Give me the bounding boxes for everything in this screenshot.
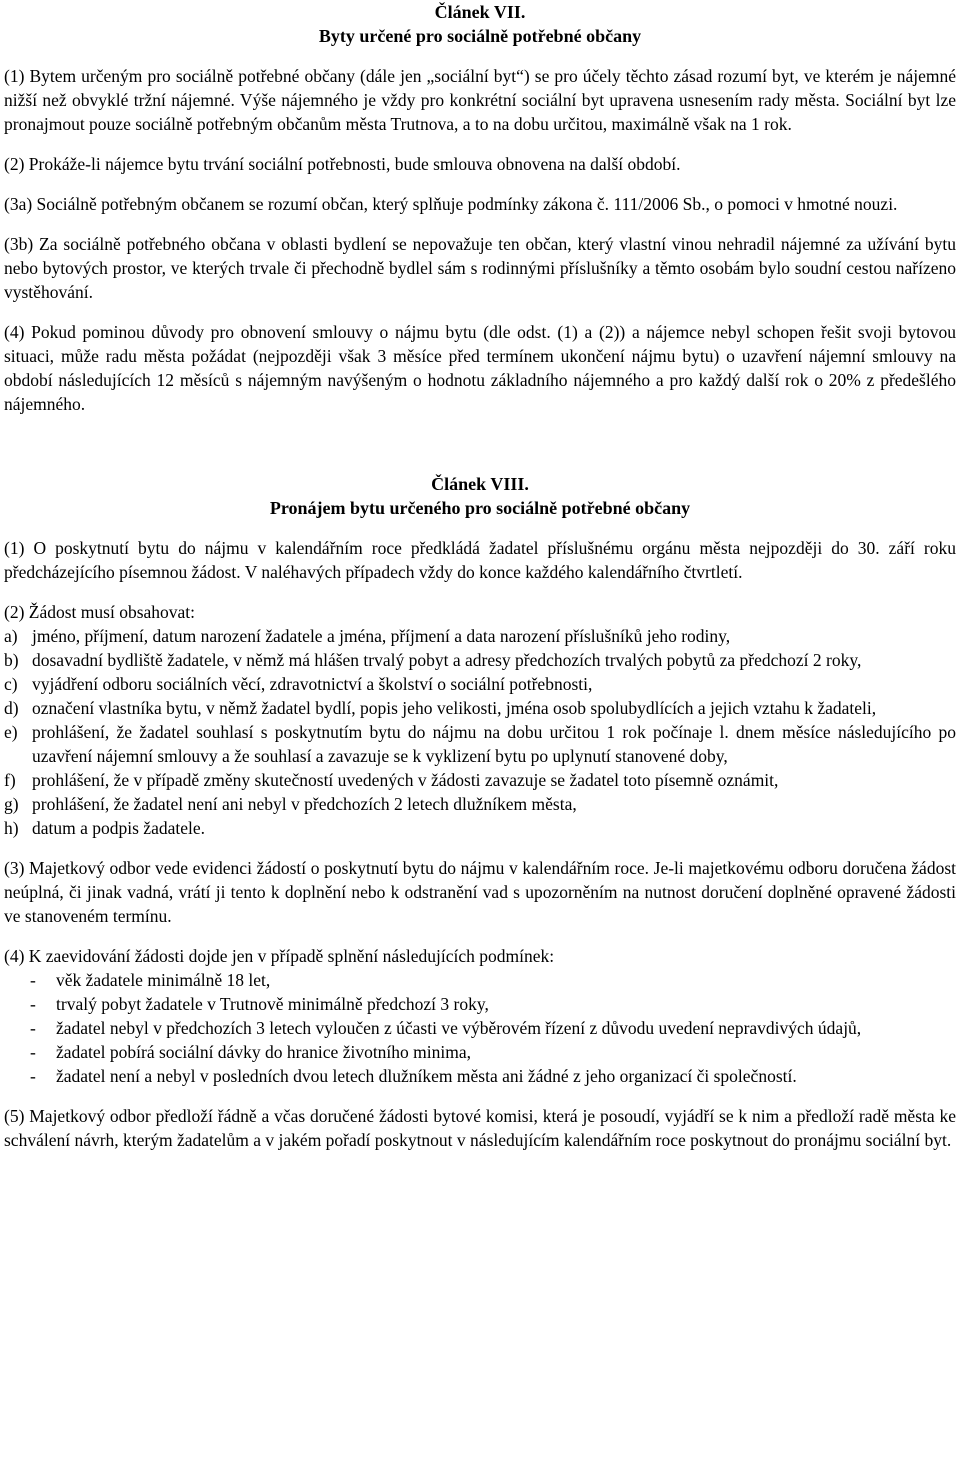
- list-item: [4, 648, 956, 672]
- list-item-text: trvalý pobyt žadatele v Trutnově minimálně předchozí 3 roky,: [56, 994, 489, 1014]
- list-item: [4, 1016, 956, 1040]
- list-item-marker: h): [4, 818, 19, 838]
- list-item: [4, 816, 956, 840]
- list-item: [4, 968, 956, 992]
- list-item: [4, 768, 956, 792]
- list-item-text: prohlášení, že žadatel není ani nebyl v předchozích 2 letech dlužníkem města,: [32, 794, 577, 814]
- article-7-paragraph-3a: (3a) Sociálně potřebným občanem se rozumí občan, který splňuje podmínky zákona č. 111/2006 Sb., o pomoci v hmotné nouzi.: [4, 194, 898, 214]
- list-item-text: označení vlastníka bytu, v němž žadatel bydlí, popis jeho velikosti, jména osob spolubydlících a jejich vztahu k žadateli,: [32, 698, 877, 718]
- article-8-paragraph-5: (5) Majetkový odbor předloží řádně a včas doručené žádosti bytové komisi, která je posoudí, vyjádří se k nim a předloží radě města ke schválení návrh, kterým žadatelům a v jakém pořadí poskytnout v následujícím kalendářním roce poskytnout do pronájmu sociální byt.: [4, 1106, 956, 1150]
- list-item-text: žadatel nebyl v předchozích 3 letech vyloučen z účasti ve výběrovém řízení z důvodu uvedení nepravdivých údajů,: [56, 1018, 862, 1038]
- article-8-paragraph-4-intro: (4) K zaevidování žádosti dojde jen v případě splnění následujících podmínek:: [4, 946, 555, 966]
- list-item-marker: -: [30, 970, 36, 990]
- application-requirements-list: [4, 624, 956, 840]
- list-item-marker: -: [30, 1018, 36, 1038]
- list-item-text: žadatel pobírá sociální dávky do hranice životního minima,: [56, 1042, 472, 1062]
- list-item: [4, 624, 956, 648]
- list-item-marker: d): [4, 698, 19, 718]
- list-item-text: věk žadatele minimálně 18 let,: [56, 970, 271, 990]
- article-7-title: Byty určené pro sociálně potřebné občany: [318, 26, 642, 46]
- article-8-number: Článek VIII.: [431, 474, 529, 494]
- list-item: [4, 672, 956, 696]
- list-item-marker: a): [4, 626, 18, 646]
- list-item-text: datum a podpis žadatele.: [32, 818, 205, 838]
- list-item: [4, 792, 956, 816]
- article-7-number: Článek VII.: [434, 2, 526, 22]
- list-item-text: žadatel není a nebyl v posledních dvou letech dlužníkem města ani žádné z jeho organizací či společností.: [56, 1066, 797, 1086]
- article-8-title: Pronájem bytu určeného pro sociálně potřebné občany: [269, 498, 691, 518]
- list-item: [4, 720, 956, 768]
- list-item-text: vyjádření odboru sociálních věcí, zdravotnictví a školství o sociální potřebnosti,: [32, 674, 593, 694]
- list-item-text: jméno, příjmení, datum narození žadatele a jména, příjmení a data narození příslušníků jeho rodiny,: [32, 626, 731, 646]
- list-item-marker: c): [4, 674, 18, 694]
- list-item-marker: -: [30, 1042, 36, 1062]
- list-item: [4, 992, 956, 1016]
- list-item: [4, 1040, 956, 1064]
- list-item-text: prohlášení, že žadatel souhlasí s poskytnutím bytu do nájmu na dobu určitou 1 rok počínaje l. dnem měsíce následujícího po uzavření nájemní smlouvy a že souhlasí a zavazuje se k vyklizení bytu po uplynutí stanovené doby,: [32, 722, 956, 766]
- article-7-paragraph-3b: (3b) Za sociálně potřebného občana v oblasti bydlení se nepovažuje ten občan, který vlastní vinou nehradil nájemné za užívání bytu nebo bytových prostor, ve kterých trvale či přechodně bydlel sám s rodinnými příslušníky a těmto osobám bylo soudní cestou nařízeno vystěhování.: [4, 234, 956, 302]
- list-item-marker: -: [30, 994, 36, 1014]
- article-8-paragraph-1: (1) O poskytnutí bytu do nájmu v kalendářním roce předkládá žadatel příslušnému orgánu města nejpozději do 30. září roku předcházejícího písemnou žádost. V naléhavých případech vždy do konce každého kalendářního čtvrtletí.: [4, 538, 956, 582]
- list-item-marker: e): [4, 722, 18, 742]
- registration-conditions-list: [4, 968, 956, 1088]
- list-item-text: prohlášení, že v případě změny skutečností uvedených v žádosti zavazuje se žadatel toto písemně oznámit,: [32, 770, 779, 790]
- article-8-paragraph-2-intro: (2) Žádost musí obsahovat:: [4, 602, 196, 622]
- list-item-marker: b): [4, 650, 19, 670]
- article-7-paragraph-2: (2) Prokáže-li nájemce bytu trvání sociální potřebnosti, bude smlouva obnovena na další období.: [4, 154, 681, 174]
- list-item: [4, 696, 956, 720]
- list-item: [4, 1064, 956, 1088]
- article-7-paragraph-4: (4) Pokud pominou důvody pro obnovení smlouvy o nájmu bytu (dle odst. (1) a (2)) a nájemce nebyl schopen řešit svoji bytovou situaci, může radu města požádat (nejpozději však 3 měsíce před termínem ukončení nájmu bytu) o uzavření nájemní smlouvy na období následujících 12 měsíců s nájemným navýšeným o hodnotu základního nájemného a pro každý další rok o 20% z předešlého nájemného.: [4, 322, 956, 414]
- list-item-marker: f): [4, 770, 16, 790]
- article-8-paragraph-3: (3) Majetkový odbor vede evidenci žádostí o poskytnutí bytu do nájmu v kalendářním roce. Je-li majetkovému odboru doručena žádost neúplná, či jinak vadná, vrátí ji tento k doplnění nebo k odstranění vad s upozorněním na nutnost doručení doplněné opravené žádosti ve stanoveném termínu.: [4, 858, 956, 926]
- list-item-marker: -: [30, 1066, 36, 1086]
- list-item-text: dosavadní bydliště žadatele, v němž má hlášen trvalý pobyt a adresy předchozích trvalých pobytů za předchozí 2 roky,: [32, 650, 862, 670]
- list-item-marker: g): [4, 794, 19, 814]
- article-7-paragraph-1: (1) Bytem určeným pro sociálně potřebné občany (dále jen „sociální byt“) se pro účely těchto zásad rozumí byt, ve kterém je nájemné nižší než obvyklé tržní nájemné. Výše nájemného je vždy pro konkrétní sociální byt upravena usnesením rady města. Sociální byt lze pronajmout pouze sociálně potřebným občanům města Trutnova, a to na dobu určitou, maximálně však na 1 rok.: [4, 66, 956, 134]
